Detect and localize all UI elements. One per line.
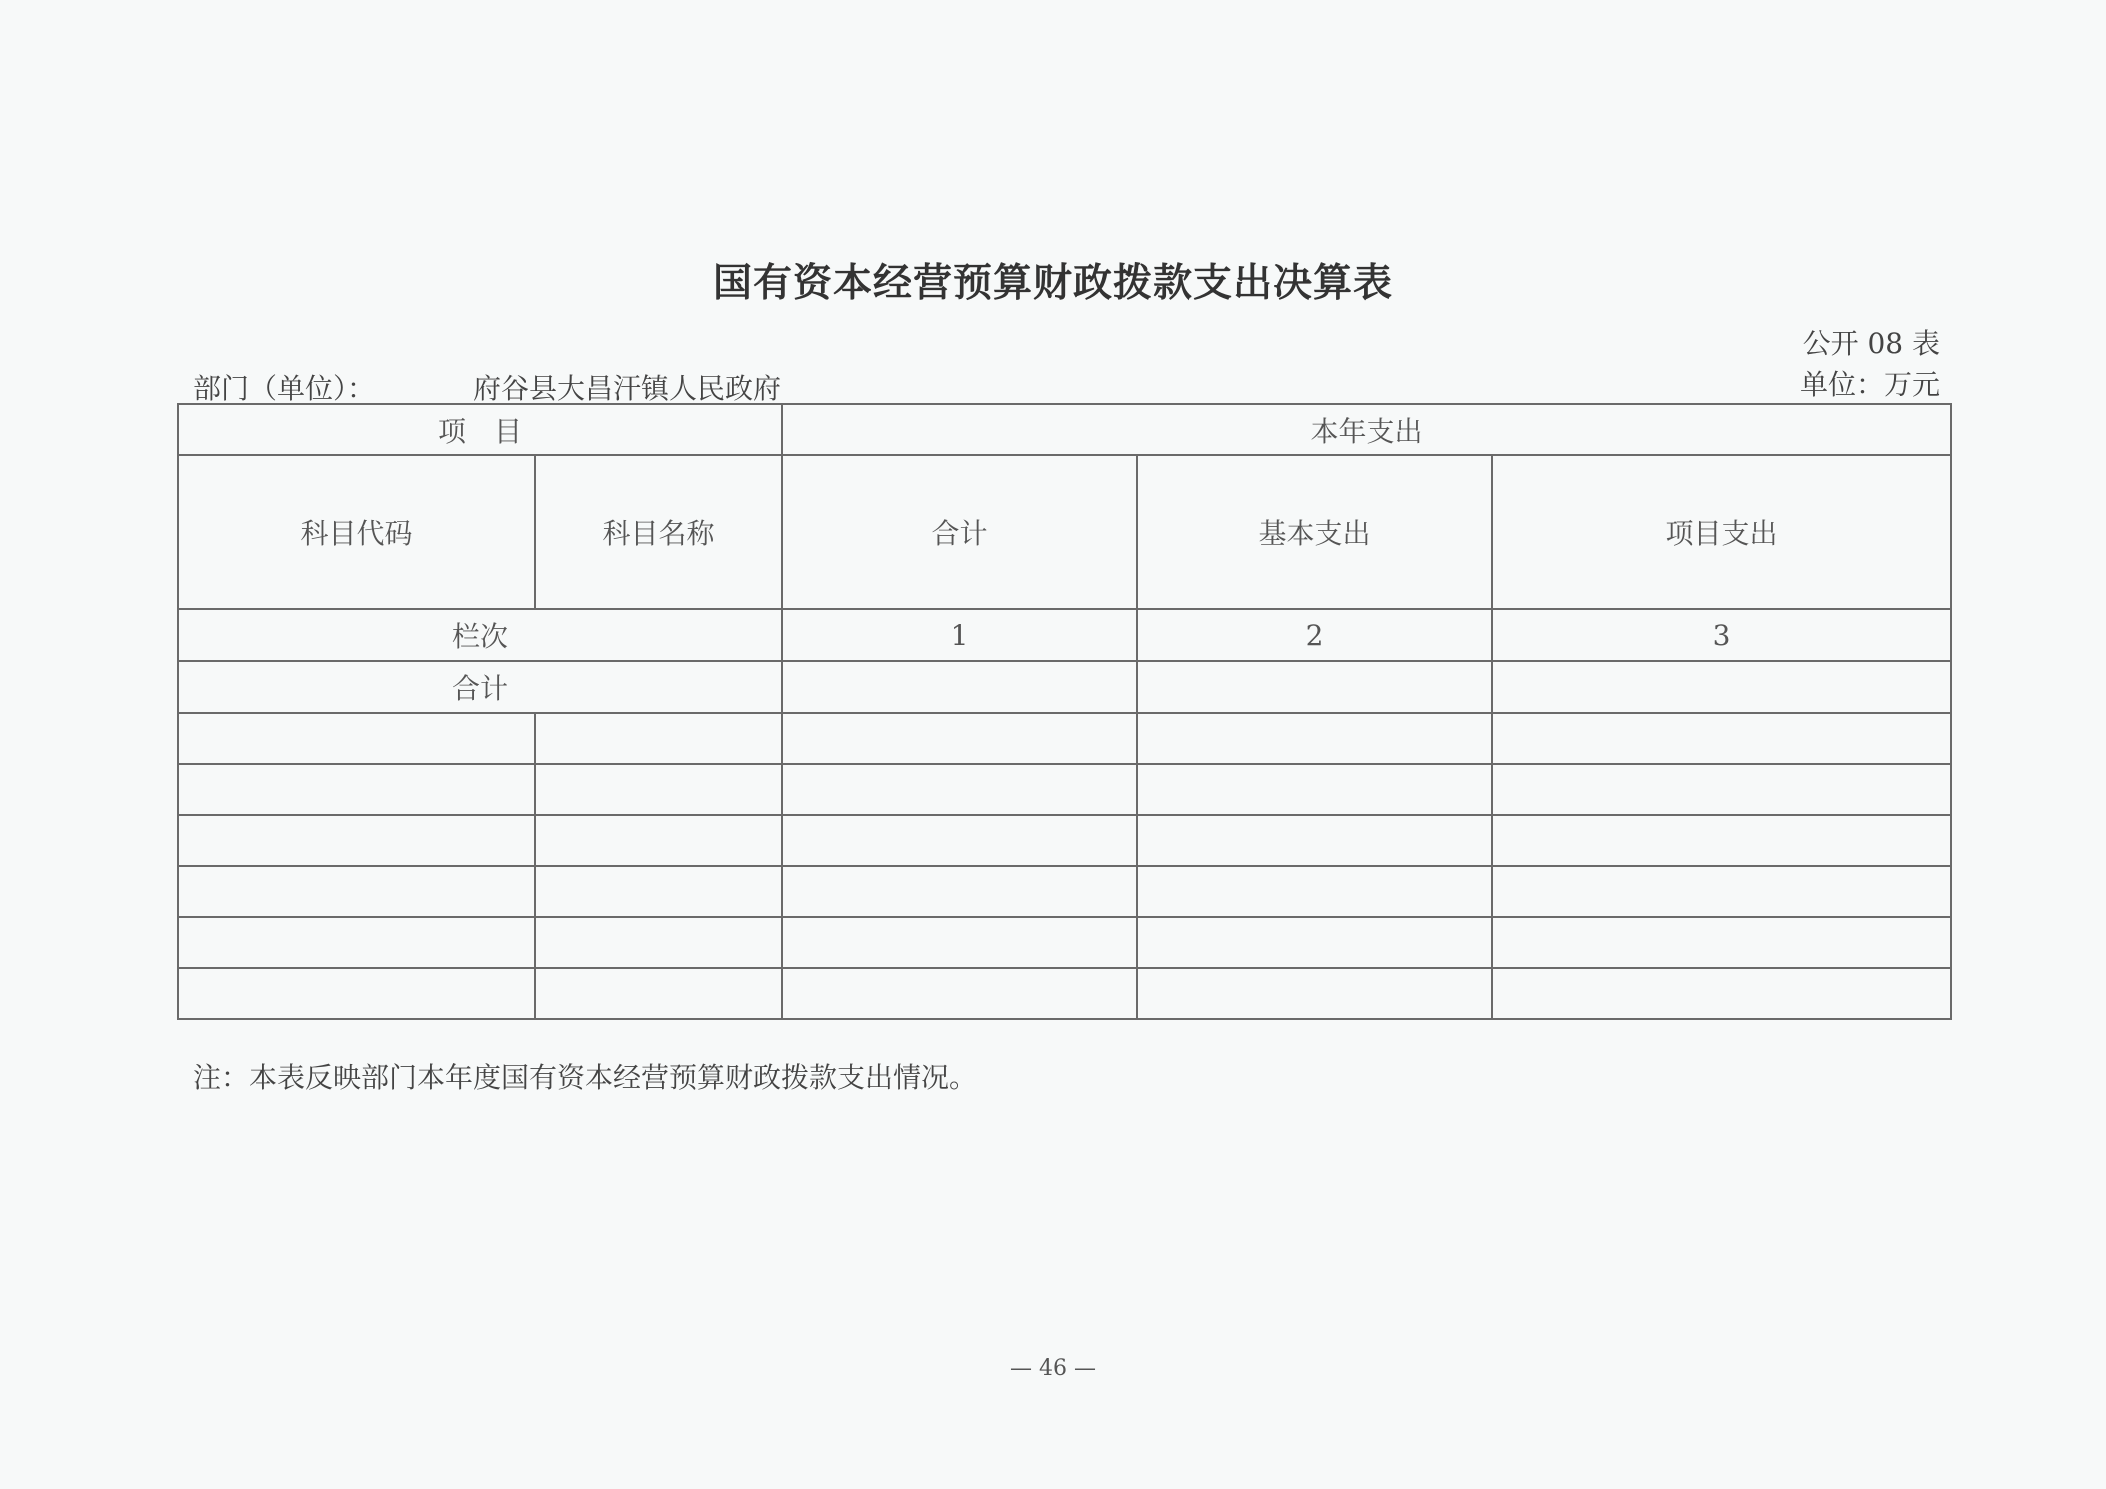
table-cell (1492, 815, 1951, 866)
table-cell (782, 764, 1137, 815)
footnote: 注：本表反映部门本年度国有资本经营预算财政拨款支出情况。 (193, 1061, 978, 1094)
table-cell (1137, 713, 1492, 764)
table-row (178, 968, 1951, 1019)
table-cell (178, 917, 535, 968)
table-subheader-row (178, 455, 1951, 609)
header-item: 项 目 (178, 404, 782, 455)
table-cell (535, 917, 782, 968)
table-cell (535, 713, 782, 764)
total-label: 合计 (178, 661, 782, 713)
table-cell (782, 713, 1137, 764)
table-cell (1492, 713, 1951, 764)
index-1: 1 (782, 609, 1137, 661)
table-cell (1137, 764, 1492, 815)
table-cell (1492, 968, 1951, 1019)
index-3: 3 (1492, 609, 1951, 661)
table-cell (535, 815, 782, 866)
header-total: 合计 (782, 455, 1137, 609)
form-number: 公开 08 表 (1802, 327, 1940, 360)
table-cell (1137, 968, 1492, 1019)
header-project-expense: 项目支出 (1492, 455, 1951, 609)
table-cell (1137, 815, 1492, 866)
total-cell (1137, 661, 1492, 713)
table-cell (782, 917, 1137, 968)
table-cell (1492, 764, 1951, 815)
department-value: 府谷县大昌汗镇人民政府 (473, 372, 782, 405)
table-cell (178, 764, 535, 815)
table-row (178, 713, 1951, 764)
table-cell (782, 866, 1137, 917)
table-row (178, 815, 1951, 866)
index-label: 栏次 (178, 609, 782, 661)
page-title: 国有资本经营预算财政拨款支出决算表 (712, 260, 1393, 306)
header-subject-code: 科目代码 (178, 455, 535, 609)
table-row (178, 917, 1951, 968)
table-total-row (178, 661, 1951, 713)
table-cell (178, 968, 535, 1019)
table-cell (782, 815, 1137, 866)
expenditure-table (177, 403, 1952, 1020)
index-2: 2 (1137, 609, 1492, 661)
table-cell (1137, 866, 1492, 917)
table-row (178, 764, 1951, 815)
header-basic-expense: 基本支出 (1137, 455, 1492, 609)
department-label: 部门（单位）： (193, 372, 376, 405)
table-row (178, 866, 1951, 917)
table-index-row (178, 609, 1951, 661)
table-cell (782, 968, 1137, 1019)
header-subject-name: 科目名称 (535, 455, 782, 609)
unit-label: 单位：万元 (1799, 368, 1940, 401)
header-year-expense: 本年支出 (782, 404, 1951, 455)
table-cell (1492, 917, 1951, 968)
total-cell (1492, 661, 1951, 713)
table-cell (1492, 866, 1951, 917)
table-header-row (178, 404, 1951, 455)
table-cell (178, 713, 535, 764)
total-cell (782, 661, 1137, 713)
table-cell (535, 764, 782, 815)
page-number: — 46 — (1010, 1356, 1096, 1381)
table-cell (535, 968, 782, 1019)
table-cell (1137, 917, 1492, 968)
table-cell (178, 866, 535, 917)
table-cell (535, 866, 782, 917)
table-cell (178, 815, 535, 866)
